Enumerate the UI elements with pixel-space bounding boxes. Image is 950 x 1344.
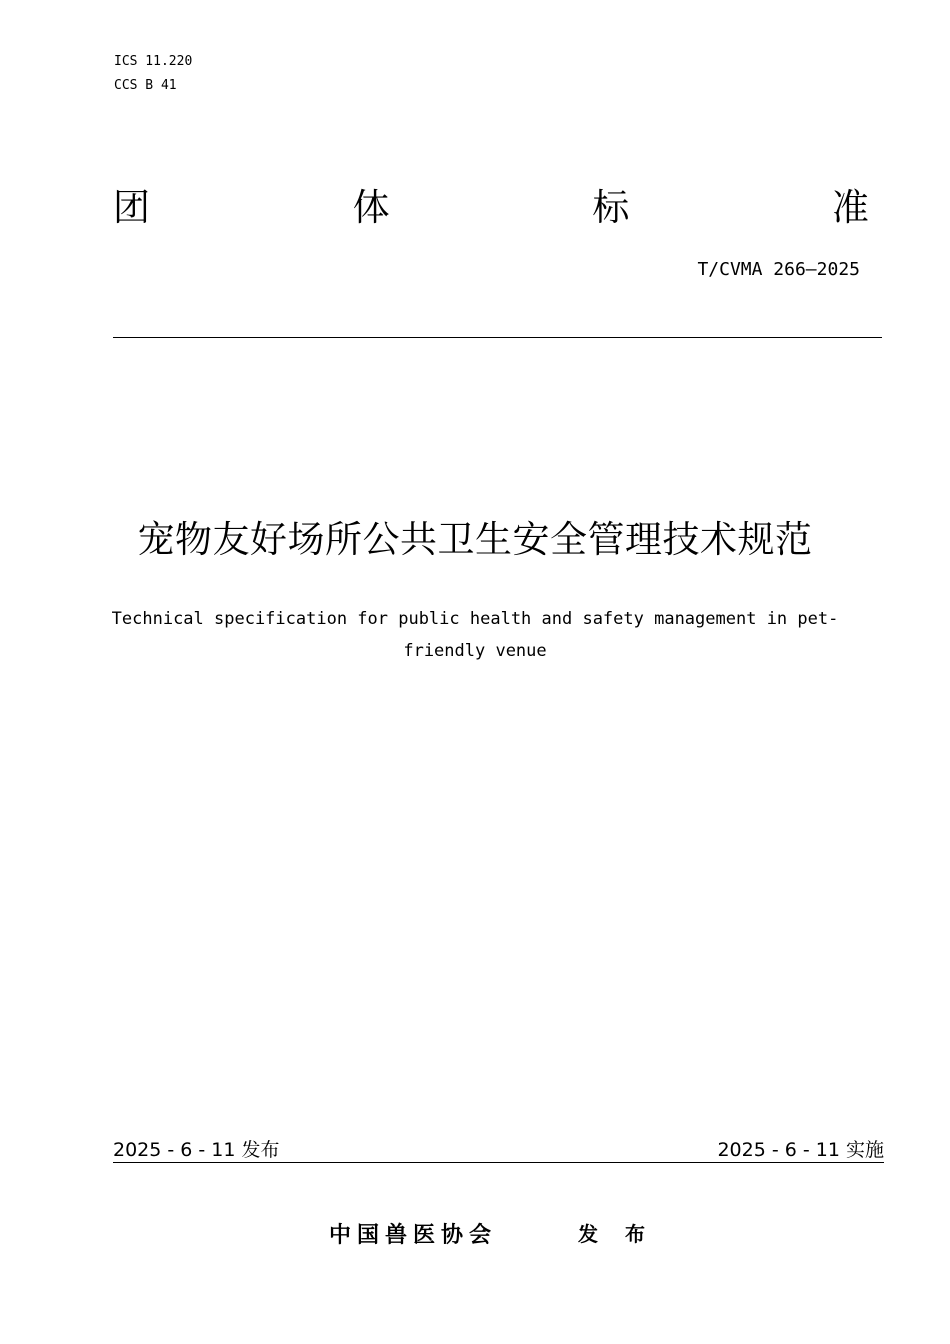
date-line [113, 1136, 884, 1164]
standard-type-char: 体 [352, 186, 390, 229]
classification-codes [114, 50, 192, 98]
standard-type-char: 团 [113, 186, 150, 229]
standard-number: T/CVMA 266—2025 [697, 259, 860, 280]
publisher-name: 中国兽医协会 [329, 1223, 498, 1248]
ccs-code: CCS B 41 [114, 78, 177, 93]
standard-type-heading [113, 183, 869, 233]
standard-type-char: 准 [831, 186, 869, 229]
document-title-chinese: 宠物友好场所公共卫生安全管理技术规范 [137, 518, 813, 561]
publish-label: 发 布 [578, 1222, 655, 1246]
ics-code: ICS 11.220 [114, 54, 193, 69]
implementation-date: 2025 - 6 - 11 实施 [717, 1139, 884, 1161]
issue-date: 2025 - 6 - 11 发布 [113, 1139, 280, 1161]
header-divider [113, 337, 882, 338]
standard-type-char: 标 [592, 186, 630, 229]
footer-divider [113, 1162, 884, 1163]
document-title-english: Technical specification for public health and safety management in pet-friendly venue [111, 609, 839, 661]
